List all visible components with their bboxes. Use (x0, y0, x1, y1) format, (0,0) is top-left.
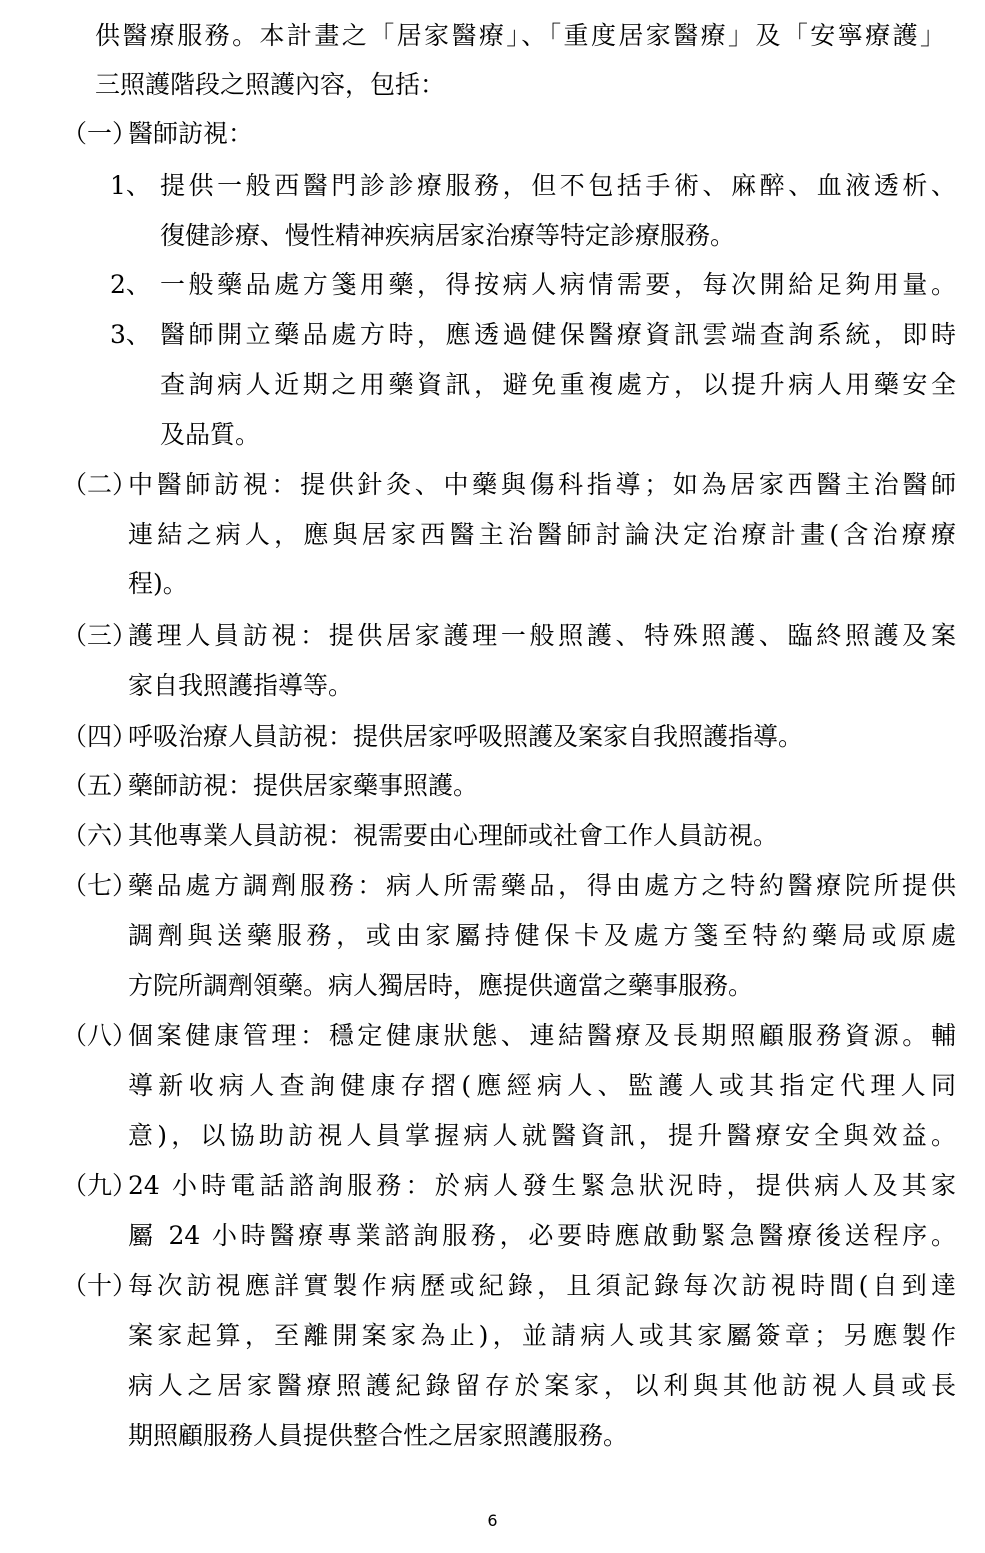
item-text: 其他專業人員訪視：視需要由心理師或社會工作人員訪視。 (128, 821, 779, 850)
item-text: 調劑與送藥服務，或由家屬持健保卡及處方箋至特約藥局或原處 (128, 921, 956, 950)
subitem-text: 提供一般西醫門診診療服務，但不包括手術、麻醉、血液透析、 (160, 171, 956, 200)
item-label: （二） (62, 470, 138, 499)
item-text: 家自我照護指導等。 (128, 671, 354, 700)
subitem-text: 及品質。 (160, 420, 261, 449)
intro-text: 三照護階段之照護內容，包括： (95, 70, 446, 99)
subitem-number: 3、 (110, 320, 151, 349)
item-text: 程)。 (128, 569, 188, 598)
item-label: （八） (62, 1021, 138, 1050)
item-text: 藥師訪視：提供居家藥事照護。 (128, 771, 479, 800)
item-text: 導新收病人查詢健康存摺(應經病人、監護人或其指定代理人同 (128, 1071, 956, 1100)
item-label: （七） (62, 871, 138, 900)
item-text: 中醫師訪視：提供針灸、中藥與傷科指導；如為居家西醫主治醫師 (128, 470, 956, 499)
subitem-number: 1、 (110, 171, 151, 200)
subitem-text: 查詢病人近期之用藥資訊，避免重複處方，以提升病人用藥安全 (160, 370, 956, 399)
item-label: （五） (62, 771, 138, 800)
item-text: 意)，以協助訪視人員掌握病人就醫資訊，提升醫療安全與效益。 (128, 1121, 956, 1150)
item-text: 每次訪視應詳實製作病歷或紀錄，且須記錄每次訪視時間(自到達 (128, 1271, 956, 1300)
item-label: （十） (62, 1271, 138, 1300)
subitem-text: 一般藥品處方箋用藥，得按病人病情需要，每次開給足夠用量。 (160, 270, 956, 299)
item-text: 護理人員訪視：提供居家護理一般照護、特殊照護、臨終照護及案 (128, 621, 956, 650)
item-text: 案家起算，至離開案家為止)，並請病人或其家屬簽章；另應製作 (128, 1321, 956, 1350)
item-text: 屬 24 小時醫療專業諮詢服務，必要時應啟動緊急醫療後送程序。 (128, 1221, 956, 1250)
item-label: （九） (62, 1171, 138, 1200)
item-text: 連結之病人，應與居家西醫主治醫師討論決定治療計畫(含治療療 (128, 520, 956, 549)
item-text: 病人之居家醫療照護紀錄留存於案家，以利與其他訪視人員或長 (128, 1371, 956, 1400)
item-label: （四） (62, 722, 138, 751)
item-text: 個案健康管理：穩定健康狀態、連結醫療及長期照顧服務資源。輔 (128, 1021, 956, 1050)
item-text: 24 小時電話諮詢服務：於病人發生緊急狀況時，提供病人及其家 (128, 1171, 956, 1200)
item-text: 醫師訪視： (128, 119, 254, 148)
item-text: 呼吸治療人員訪視：提供居家呼吸照護及案家自我照護指導。 (128, 722, 804, 751)
subitem-text: 醫師開立藥品處方時，應透過健保醫療資訊雲端查詢系統，即時 (160, 320, 956, 349)
intro-text: 供醫療服務。本計畫之「居家醫療」、「重度居家醫療」及「安寧療護」 (95, 21, 945, 50)
item-label: （一） (62, 119, 138, 148)
subitem-number: 2、 (110, 270, 151, 299)
item-text: 期照顧服務人員提供整合性之居家照護服務。 (128, 1421, 629, 1450)
subitem-text: 復健診療、慢性精神疾病居家治療等特定診療服務。 (160, 221, 736, 250)
item-label: （六） (62, 821, 138, 850)
item-text: 方院所調劑領藥。病人獨居時，應提供適當之藥事服務。 (128, 971, 754, 1000)
item-label: （三） (62, 621, 138, 650)
item-text: 藥品處方調劑服務：病人所需藥品，得由處方之特約醫療院所提供 (128, 871, 956, 900)
page-number: 6 (487, 1511, 498, 1530)
